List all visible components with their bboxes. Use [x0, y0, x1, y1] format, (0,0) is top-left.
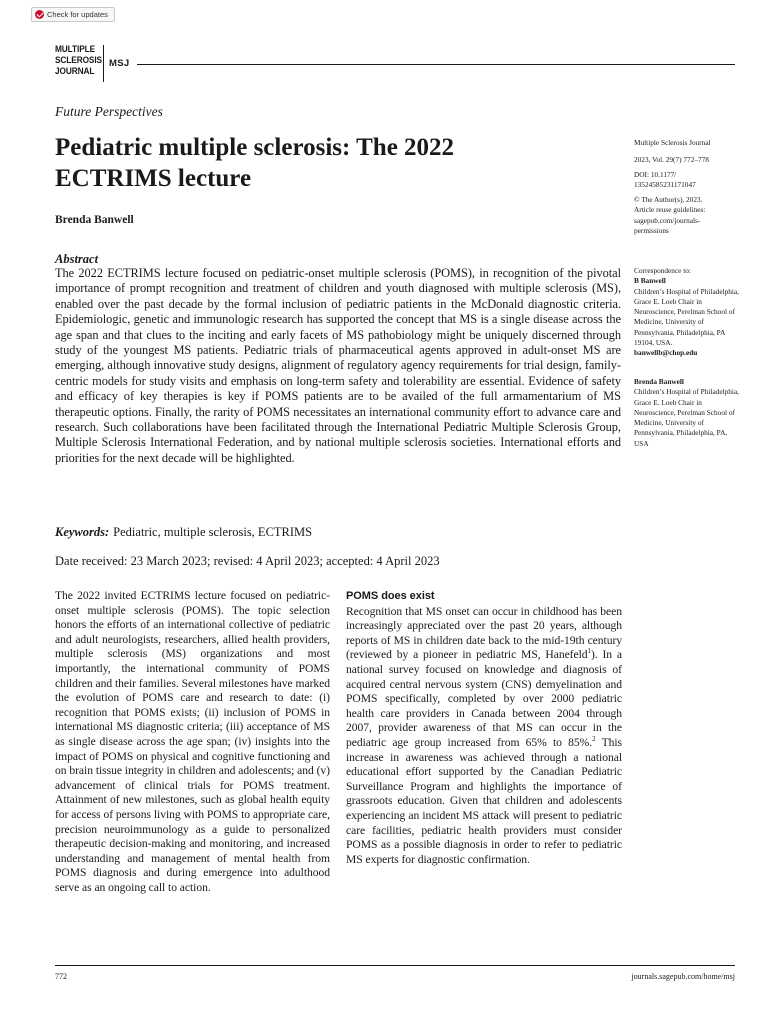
reuse-label: Article reuse guidelines: [634, 205, 706, 215]
keywords [55, 525, 312, 540]
check-for-updates-button[interactable] [31, 7, 115, 22]
copyright-text: © The Author(s), 2023. [634, 195, 703, 204]
right-text-1: Recognition that MS onset can occur in childhood has been increasingly appreciated over the past 20 years, although reports of MS in children date back to the mid-19th century (reviewed by a pioneer in pediatric MS, Hanefeld [346, 604, 622, 662]
reference-2[interactable]: 2 [592, 735, 596, 744]
logo-line-3: JOURNAL [55, 66, 95, 76]
affil-author-name: Brenda Banwell [634, 377, 684, 386]
page-number: 772 [55, 972, 67, 981]
sidebar-volume: 2023, Vol. 29(7) 772–778 [634, 155, 709, 164]
sidebar-copyright [634, 195, 740, 236]
reuse-url-1[interactable]: sagepub.com/journals- [634, 215, 701, 225]
right-text-3: This increase in awareness was achieved through a national educational effort supported by the Canadian Pediatric Surveillance Program and highlights the importance of grassroots education. Given that children and adolescents experiencing an incident MS attack will present to pediatric care facilities, pediatric health providers must consider POMS as a possible diagnosis in order to refer to pediatric MS experts for diagnostic confirmation. [346, 735, 622, 866]
abstract-text: The 2022 ECTRIMS lecture focused on pediatric-onset multiple sclerosis (POMS), in recognition of the pivotal importance of prompt recognition and treatment of children and youth diagnosed with multiple sclerosis (MS), enabled over the past decade by the formal inclusion of pediatric patients in the McDonald diagnostic criteria. Epidemiologic, genetic and immunologic research has supported the concept that MS is a single disease across the age span and that clues to the inciting and early facets of MS pathobiology might be uniquely discerned through study of the youngest MS patients. Pediatric trials of pharmaceutical agents approved in adult-onset MS are emerging, although innovative study designs, alignment of regulatory agency requirements for trial design, family-centric models for study visits and emphasis on long-term safety and tolerability are essential. Evidence of safety and efficacy of key therapies is key if POMS patients are to be availed of the full armamentarium of MS therapeutic options. Finally, the rarity of POMS necessitates an international community effort to advance care and research. Such collaborations have been facilitated through the International Pediatric Multiple Sclerosis Group, Multiple Sclerosis International Federation, and by national multiple sclerosis societies. International efforts and priorities for the next decade will be highlighted. [55, 266, 621, 465]
logo-divider [103, 45, 104, 82]
corr-label: Correspondence to: [634, 266, 691, 275]
section-heading: POMS does exist [346, 590, 435, 602]
sidebar-journal-name: Multiple Sclerosis Journal [634, 138, 711, 147]
right-text-2: ). In a national survey focused on knowledge and diagnosis of acquired central nervous system (CNS) demyelination and POMS specifically, completed by over 2000 pediatric health care providers in Canada between 2004 through 2007, provider awareness of that MS can occur in the pediatric age group increased from 65% to 85%. [346, 648, 622, 749]
journal-logo [55, 44, 102, 77]
corr-name: B Banwell [634, 276, 666, 286]
author-affiliation-block [634, 377, 740, 449]
logo-line-2: SCLEROSIS [55, 55, 102, 65]
keywords-label: Keywords: [55, 525, 110, 539]
doi-line-1: DOI: 10.1177/ [634, 170, 677, 179]
checkmark-icon [35, 10, 44, 19]
author-name: Brenda Banwell [55, 214, 134, 226]
abstract-heading: Abstract [55, 252, 99, 266]
keywords-list: Pediatric, multiple sclerosis, ECTRIMS [113, 525, 313, 539]
body-right-column [346, 589, 622, 867]
corr-email[interactable]: banwellb@chop.edu [634, 348, 698, 358]
dates-line: Date received: 23 March 2023; revised: 4 April 2023; accepted: 4 April 2023 [55, 554, 440, 568]
footer-rule [55, 965, 735, 966]
reference-1[interactable]: 1 [587, 647, 591, 656]
check-for-updates-label: Check for updates [47, 10, 108, 19]
logo-line-1: MULTIPLE [55, 44, 96, 54]
doi-line-2: 13524585231171047 [634, 180, 696, 190]
sidebar-doi[interactable] [634, 170, 740, 191]
corr-address: Children’s Hospital of Philadelphia, Grace E. Loeb Chair in Neuroscience, Perelman School of Medicine, University of Pennsylvania, Philadelphia, PA 19104, USA. [634, 286, 739, 348]
journal-abbrev: MSJ [109, 58, 130, 69]
body-left-column: The 2022 invited ECTRIMS lecture focused on pediatric-onset multiple sclerosis (POMS). The topic selection honors the efforts of an international collective of pediatric and adult neurologists, researchers, allied health providers, multiple sclerosis (MS) organizations and most importantly, the international community of POMS children and their families. Several milestones have marked the evolution of POMS care and research to date: (i) recognition that POMS exists; (ii) inclusion of POMS in international MS diagnostic criteria; (iii) acceptance of MS as single disease across the age span; (iv) insights into the impact of POMS on physical and cognitive functioning and on brain tissue integrity in children and adolescents; and (v) advancement of clinical trials for POMS treatment. Attainment of new milestones, such as global health equity for access of persons living with POMS to appropriate care, precision neuroimmunology as a guide to personalized therapeutic decision-making and monitoring, and increased understanding and management of mental health from POMS diagnosis and during emergence into adulthood serve as an ongoing call to action. [55, 589, 330, 894]
correspondence-block [634, 266, 740, 359]
affil-address: Children’s Hospital of Philadelphia, Grace E. Loeb Chair in Neuroscience, Perelman School of Medicine, University of Pennsylvania, Philadelphia, PA, USA [634, 387, 739, 448]
article-title: Pediatric multiple sclerosis: The 2022 ECTRIMS lecture [55, 134, 455, 192]
section-label: Future Perspectives [55, 104, 163, 119]
header-rule [137, 64, 735, 65]
reuse-url-2[interactable]: permissions [634, 225, 669, 235]
footer-url[interactable]: journals.sagepub.com/home/msj [631, 972, 735, 981]
